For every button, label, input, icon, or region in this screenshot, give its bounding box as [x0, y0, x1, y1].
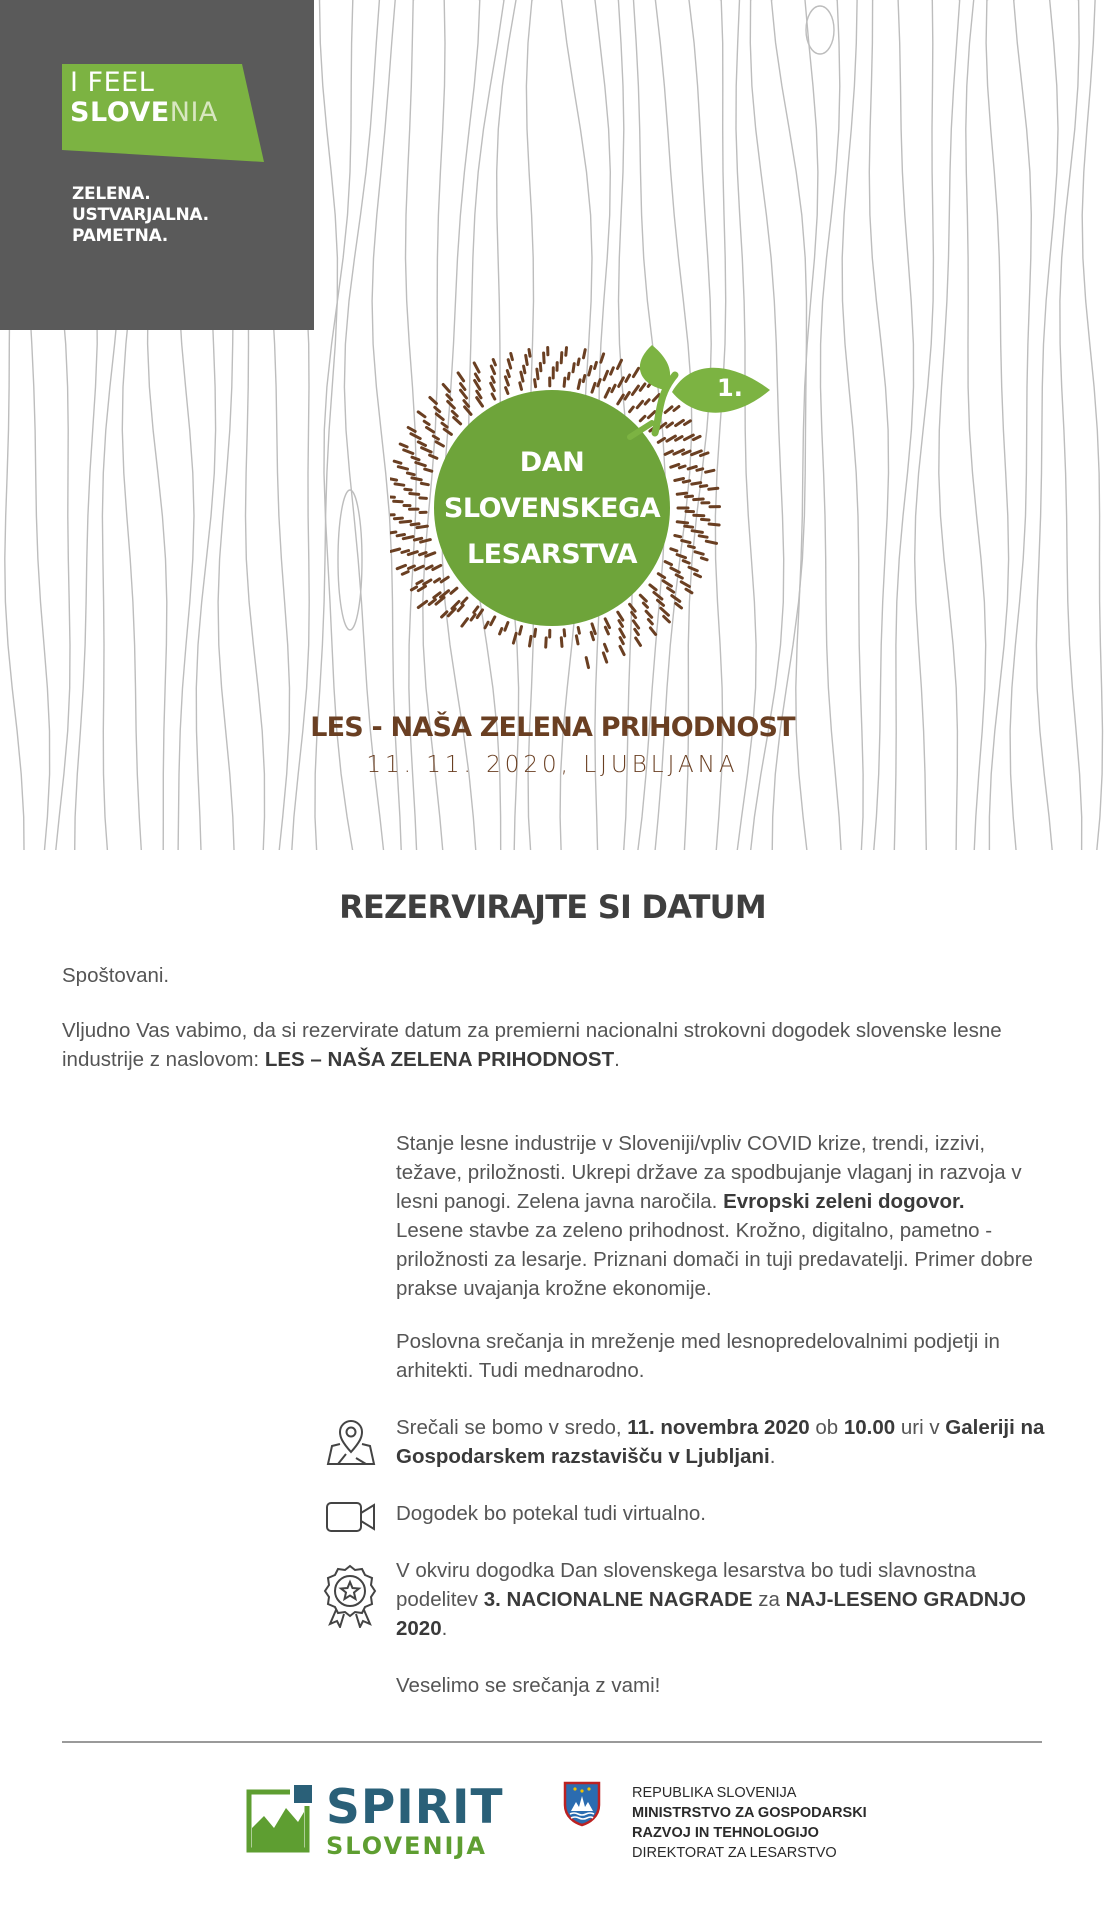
location-text: . — [769, 1445, 776, 1468]
topics-text: Stanje lesne industrije v Sloveniji/vpliv COVID krize, trendi, izzivi, težave, priložnosti. Ukrepi države za spodbujanje vlaganj in razvoja v lesni panogi. Zelena javna naročila. — [396, 1132, 1022, 1213]
event-title-line: DAN — [519, 447, 585, 478]
intro-text: Vljudno Vas vabimo, da si rezervirate datum za premierni nacionalni strokovni dogodek slovenske lesne industrije z naslovom: — [62, 1019, 1002, 1071]
spirit-logo-subtitle: SLOVENIJA — [326, 1832, 487, 1860]
spirit-logo-word: SPIRIT — [326, 1780, 504, 1835]
topics-highlight: Evropski zeleni dogovor. — [723, 1190, 965, 1213]
event-title-line: SLOVENSKEGA — [443, 493, 661, 524]
ministry-line: DIREKTORAT ZA LESARSTVO — [632, 1845, 837, 1861]
event-date-place: 11. 11. 2020, LJUBLJANA — [366, 752, 739, 778]
event-slogan: LES - NAŠA ZELENA PRIHODNOST — [310, 712, 795, 743]
award-paragraph — [396, 1556, 1046, 1643]
i-feel-slovenia-text — [70, 68, 218, 128]
video-camera-icon — [326, 1501, 376, 1533]
hero-banner — [0, 0, 1105, 850]
award-category: NAJ-LESENO GRADNJO 2020 — [396, 1588, 1026, 1640]
award-badge-icon — [322, 1564, 378, 1628]
ministry-line: RAZVOJ IN TEHNOLOGIJO — [632, 1825, 819, 1841]
topics-paragraph — [396, 1129, 1036, 1303]
award-text: . — [441, 1617, 448, 1640]
ministry-block — [632, 1783, 867, 1863]
closing-line: Veselimo se srečanja z vami! — [396, 1674, 661, 1697]
location-text: Srečali se bomo v sredo, — [396, 1416, 628, 1439]
location-text: ob — [809, 1416, 844, 1439]
tagline-line: USTVARJALNA. — [72, 205, 209, 225]
event-date: 11. novembra 2020 — [627, 1416, 810, 1439]
greeting: Spoštovani. — [62, 964, 170, 987]
leaf-icon — [630, 345, 770, 437]
brand-tagline — [72, 184, 209, 247]
ifeel-line1: I FEEL — [70, 67, 155, 98]
networking-paragraph: Poslovna srečanja in mreženje med lesnopredelovalnimi podjetji in arhitekti. Tudi mednarodno. — [396, 1330, 1000, 1382]
footer-divider — [62, 1741, 1042, 1743]
ministry-line: MINISTRSTVO ZA GOSPODARSKI — [632, 1805, 867, 1821]
intro-paragraph — [62, 1016, 1047, 1074]
intro-event-name: LES – NAŠA ZELENA PRIHODNOST — [264, 1048, 615, 1071]
location-pin-icon — [326, 1418, 376, 1468]
virtual-note: Dogodek bo potekal tudi virtualno. — [396, 1502, 706, 1525]
intro-end: . — [614, 1048, 620, 1071]
award-name: 3. NACIONALNE NAGRADE — [483, 1588, 753, 1611]
ifeel-line2 — [70, 98, 218, 128]
ministry-line: REPUBLIKA SLOVENIJA — [632, 1785, 797, 1801]
award-text: za — [752, 1588, 786, 1611]
award-text: V okviru dogodka Dan slovenskega lesarstva bo tudi slavnostna podelitev — [396, 1559, 977, 1611]
event-time: 10.00 — [843, 1416, 896, 1439]
brand-panel — [0, 0, 314, 330]
event-logo-title — [430, 440, 674, 578]
event-venue: Galeriji na Gospodarskem razstavišču v Ljubljani — [396, 1416, 1045, 1468]
location-paragraph — [396, 1413, 1046, 1471]
event-title-line: LESARSTVA — [466, 539, 638, 570]
edition-number: 1. — [717, 374, 743, 402]
slovenia-coat-of-arms-icon — [563, 1781, 601, 1827]
tagline-line: PAMETNA. — [72, 226, 168, 246]
spirit-chart-logo-icon — [246, 1782, 316, 1854]
ifeel-nia: NIA — [169, 97, 218, 128]
page-title: REZERVIRAJTE SI DATUM — [339, 888, 766, 926]
topics-text-end: Lesene stavbe za zeleno prihodnost. Krožno, digitalno, pametno - priložnosti za lesarje. Priznani domači in tuji predavatelji. Primer dobre prakse uvajanja krožne ekonomije. — [396, 1219, 1033, 1300]
ifeel-slove: SLOVE — [70, 97, 170, 128]
location-text: uri v — [895, 1416, 946, 1439]
tagline-line: ZELENA. — [72, 184, 151, 204]
